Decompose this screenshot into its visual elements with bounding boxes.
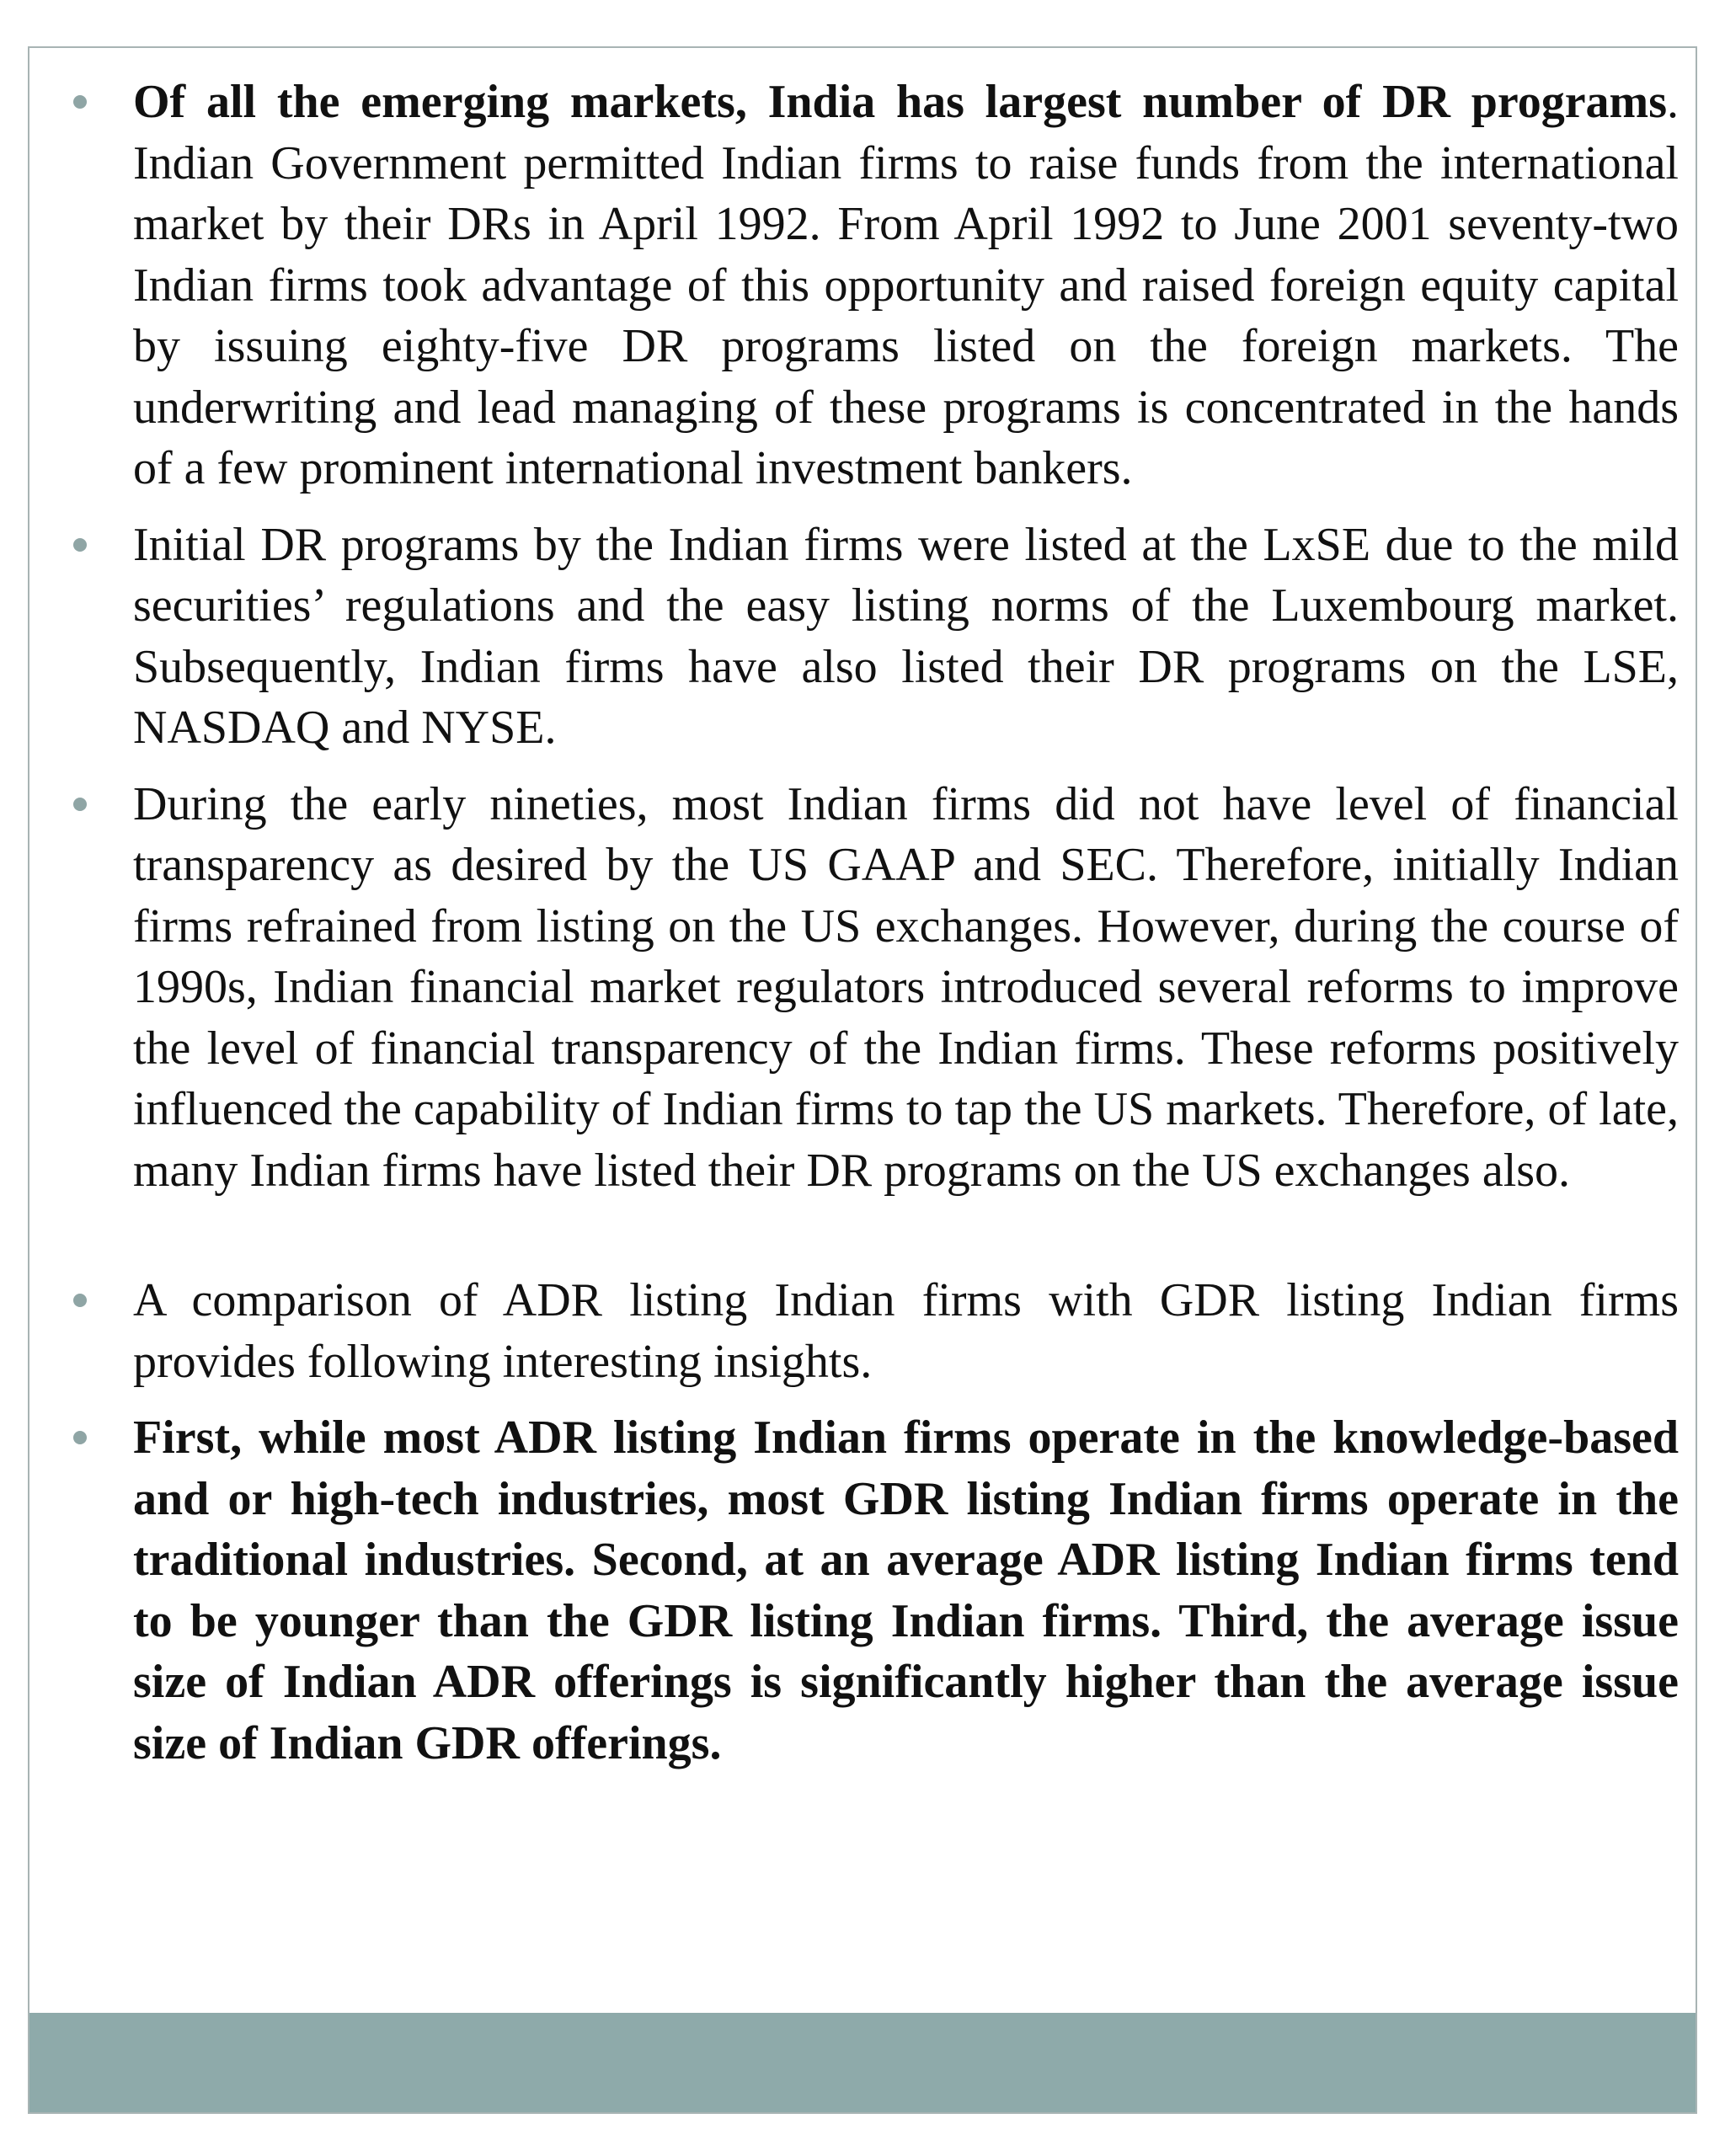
- bullet-lead-bold: Of all the emerging markets, India has largest number of DR programs: [133, 76, 1667, 128]
- bullet-text: . Indian Government permitted Indian firms to raise funds from the international market by their DRs in April 1992. From April 1992 to June 2001 seventy-two Indian firms took advantage of this opportunity and raised foreign equity capital by issuing eighty-five DR programs listed on the foreign markets. The underwriting and lead managing of these programs is concentrated in the hands of a few prominent international investment bankers.: [133, 76, 1679, 494]
- bullet-dot-icon: [73, 1431, 87, 1444]
- bullet-item-insights: [70, 1407, 1679, 1774]
- bullet-text: First, while most ADR listing Indian firms operate in the knowledge-based and or high-tech industries, most GDR listing Indian firms operate in the traditional industries. Second, at an average ADR listing Indian firms tend to be younger than the GDR listing Indian firms. Third, the average issue size of Indian ADR offerings is significantly higher than the average issue size of Indian GDR offerings.: [133, 1412, 1679, 1769]
- bullet-list: [70, 72, 1679, 1789]
- slide-frame: [28, 46, 1697, 2114]
- bullet-item-early-nineties: [70, 774, 1679, 1202]
- bullet-text: During the early nineties, most Indian firms did not have level of financial transparency as desired by the US GAAP and SEC. Therefore, initially Indian firms refrained from listing on the US exchanges. However, during the course of 1990s, Indian financial market regulators introduced several reforms to improve the level of financial transparency of the Indian firms. These reforms positively influenced the capability of Indian firms to tap the US markets. Therefore, of late, many Indian firms have listed their DR programs on the US exchanges also.: [133, 777, 1679, 1197]
- bullet-dot-icon: [73, 798, 87, 811]
- bullet-text: A comparison of ADR listing Indian firms with GDR listing Indian firms provides following interesting insights.: [133, 1274, 1679, 1388]
- bullet-item-comparison: [70, 1270, 1679, 1392]
- bullet-item-initial-listing: [70, 515, 1679, 759]
- bullet-dot-icon: [73, 1294, 87, 1307]
- bullet-dot-icon: [73, 538, 87, 552]
- footer-band: [29, 2013, 1696, 2112]
- bullet-dot-icon: [73, 95, 87, 109]
- bullet-text: Initial DR programs by the Indian firms were listed at the LxSE due to the mild securities’ regulations and the easy listing norms of the Luxembourg market. Subsequently, Indian firms have also listed their DR programs on the LSE, NASDAQ and NYSE.: [133, 518, 1679, 754]
- bullet-item-dr-programs: [70, 72, 1679, 499]
